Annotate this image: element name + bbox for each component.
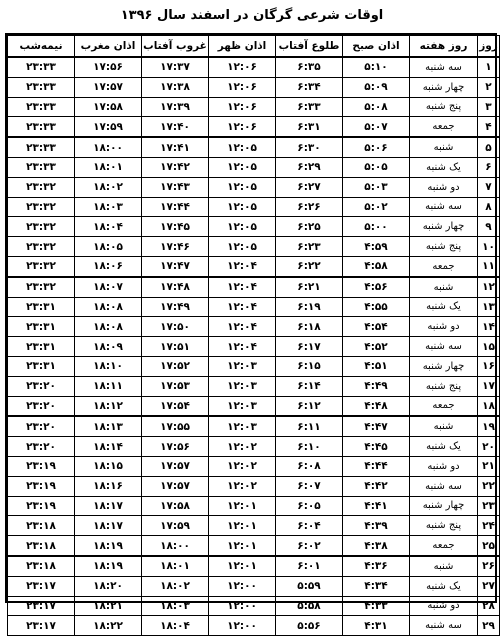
dhuhr-cell: ۱۲:۰۰ (209, 616, 276, 636)
fajr-cell: ۴:۵۵ (343, 297, 410, 317)
sunrise-cell: ۶:۲۷ (276, 177, 343, 197)
fajr-cell: ۵:۰۰ (343, 217, 410, 237)
fajr-cell: ۵:۰۵ (343, 157, 410, 177)
maghrib-cell: ۱۸:۱۵ (75, 456, 142, 476)
day-number-cell: ۱۷ (478, 376, 500, 396)
table-row (8, 556, 500, 576)
table-row (8, 217, 500, 237)
maghrib-cell: ۱۸:۰۶ (75, 256, 142, 276)
table-row (8, 317, 500, 337)
day-number-cell: ۲۸ (478, 596, 500, 616)
sunset-cell: ۱۷:۵۷ (142, 456, 209, 476)
day-number-cell: ۲۷ (478, 576, 500, 596)
sunrise-cell: ۶:۰۷ (276, 476, 343, 496)
midnight-cell: ۲۳:۱۸ (8, 536, 75, 556)
table-row (8, 157, 500, 177)
dhuhr-cell: ۱۲:۰۴ (209, 337, 276, 357)
midnight-cell: ۲۳:۳۱ (8, 337, 75, 357)
day-number-cell: ۲۲ (478, 476, 500, 496)
sunrise-cell: ۵:۵۶ (276, 616, 343, 636)
maghrib-cell: ۱۸:۲۲ (75, 616, 142, 636)
fajr-cell: ۴:۴۷ (343, 416, 410, 436)
sunset-cell: ۱۷:۳۸ (142, 77, 209, 97)
midnight-cell: ۲۳:۱۸ (8, 556, 75, 576)
midnight-cell: ۲۳:۱۹ (8, 456, 75, 476)
dhuhr-cell: ۱۲:۰۳ (209, 376, 276, 396)
sunset-cell: ۱۷:۳۹ (142, 97, 209, 117)
sunrise-cell: ۶:۳۰ (276, 137, 343, 157)
sunrise-cell: ۵:۵۸ (276, 596, 343, 616)
sunset-cell: ۱۸:۰۴ (142, 616, 209, 636)
dhuhr-cell: ۱۲:۰۵ (209, 177, 276, 197)
midnight-cell: ۲۳:۱۹ (8, 476, 75, 496)
header-weekday: روز هفته (410, 36, 478, 58)
table-row (8, 476, 500, 496)
dhuhr-cell: ۱۲:۰۴ (209, 297, 276, 317)
maghrib-cell: ۱۸:۰۸ (75, 317, 142, 337)
midnight-cell: ۲۳:۲۰ (8, 376, 75, 396)
maghrib-cell: ۱۸:۲۱ (75, 596, 142, 616)
midnight-cell: ۲۳:۳۲ (8, 277, 75, 297)
dhuhr-cell: ۱۲:۰۱ (209, 516, 276, 536)
fajr-cell: ۴:۴۱ (343, 496, 410, 516)
midnight-cell: ۲۳:۳۱ (8, 317, 75, 337)
midnight-cell: ۲۳:۳۲ (8, 177, 75, 197)
sunrise-cell: ۶:۱۰ (276, 437, 343, 457)
dhuhr-cell: ۱۲:۰۰ (209, 596, 276, 616)
fajr-cell: ۵:۰۲ (343, 197, 410, 217)
fajr-cell: ۴:۳۳ (343, 596, 410, 616)
day-number-cell: ۶ (478, 157, 500, 177)
table-row (8, 197, 500, 217)
weekday-cell: سه شنبه (410, 616, 478, 636)
dhuhr-cell: ۱۲:۰۱ (209, 536, 276, 556)
maghrib-cell: ۱۸:۰۴ (75, 217, 142, 237)
prayer-times-table (7, 35, 500, 636)
table-row (8, 596, 500, 616)
table-row (8, 256, 500, 276)
sunset-cell: ۱۷:۵۰ (142, 317, 209, 337)
day-number-cell: ۱۴ (478, 317, 500, 337)
table-row (8, 456, 500, 476)
table-row (8, 117, 500, 137)
dhuhr-cell: ۱۲:۰۵ (209, 197, 276, 217)
day-number-cell: ۲ (478, 77, 500, 97)
fajr-cell: ۴:۳۸ (343, 536, 410, 556)
sunrise-cell: ۶:۱۵ (276, 356, 343, 376)
weekday-cell: شنبه (410, 416, 478, 436)
dhuhr-cell: ۱۲:۰۶ (209, 57, 276, 77)
sunset-cell: ۱۷:۵۸ (142, 496, 209, 516)
weekday-cell: چهار شنبه (410, 217, 478, 237)
sunrise-cell: ۶:۳۱ (276, 117, 343, 137)
sunrise-cell: ۶:۲۱ (276, 277, 343, 297)
table-row (8, 376, 500, 396)
maghrib-cell: ۱۸:۱۰ (75, 356, 142, 376)
sunrise-cell: ۶:۱۸ (276, 317, 343, 337)
maghrib-cell: ۱۸:۱۴ (75, 437, 142, 457)
sunset-cell: ۱۸:۰۲ (142, 576, 209, 596)
maghrib-cell: ۱۸:۰۸ (75, 297, 142, 317)
weekday-cell: شنبه (410, 277, 478, 297)
sunset-cell: ۱۷:۵۲ (142, 356, 209, 376)
fajr-cell: ۴:۵۸ (343, 256, 410, 276)
fajr-cell: ۴:۴۸ (343, 396, 410, 416)
sunset-cell: ۱۷:۴۲ (142, 157, 209, 177)
table-row (8, 437, 500, 457)
maghrib-cell: ۱۸:۱۹ (75, 556, 142, 576)
weekday-cell: جمعه (410, 256, 478, 276)
weekday-cell: یک شنبه (410, 157, 478, 177)
day-number-cell: ۵ (478, 137, 500, 157)
table-row (8, 337, 500, 357)
day-number-cell: ۴ (478, 117, 500, 137)
fajr-cell: ۴:۵۲ (343, 337, 410, 357)
midnight-cell: ۲۳:۳۱ (8, 356, 75, 376)
midnight-cell: ۲۳:۲۰ (8, 437, 75, 457)
fajr-cell: ۵:۰۳ (343, 177, 410, 197)
midnight-cell: ۲۳:۳۳ (8, 157, 75, 177)
day-number-cell: ۱۱ (478, 256, 500, 276)
maghrib-cell: ۱۸:۱۶ (75, 476, 142, 496)
table-row (8, 57, 500, 77)
midnight-cell: ۲۳:۳۲ (8, 256, 75, 276)
dhuhr-cell: ۱۲:۰۲ (209, 437, 276, 457)
fajr-cell: ۵:۰۹ (343, 77, 410, 97)
table-row (8, 77, 500, 97)
sunset-cell: ۱۸:۰۰ (142, 536, 209, 556)
table-row (8, 237, 500, 257)
weekday-cell: سه شنبه (410, 476, 478, 496)
header-dhuhr: اذان ظهر (209, 36, 276, 58)
sunrise-cell: ۵:۵۹ (276, 576, 343, 596)
table-row (8, 576, 500, 596)
weekday-cell: سه شنبه (410, 57, 478, 77)
maghrib-cell: ۱۸:۱۹ (75, 536, 142, 556)
maghrib-cell: ۱۸:۰۹ (75, 337, 142, 357)
dhuhr-cell: ۱۲:۰۱ (209, 496, 276, 516)
midnight-cell: ۲۳:۱۷ (8, 596, 75, 616)
midnight-cell: ۲۳:۳۳ (8, 57, 75, 77)
dhuhr-cell: ۱۲:۰۴ (209, 256, 276, 276)
header-sunrise: طلوع آفتاب (276, 36, 343, 58)
maghrib-cell: ۱۷:۵۸ (75, 97, 142, 117)
dhuhr-cell: ۱۲:۰۵ (209, 157, 276, 177)
header-row (8, 36, 500, 58)
day-number-cell: ۱۶ (478, 356, 500, 376)
dhuhr-cell: ۱۲:۰۰ (209, 576, 276, 596)
header-sunset: غروب آفتاب (142, 36, 209, 58)
maghrib-cell: ۱۸:۱۳ (75, 416, 142, 436)
table-row (8, 137, 500, 157)
day-number-cell: ۹ (478, 217, 500, 237)
sunrise-cell: ۶:۳۵ (276, 57, 343, 77)
fajr-cell: ۴:۴۲ (343, 476, 410, 496)
midnight-cell: ۲۳:۳۲ (8, 197, 75, 217)
day-number-cell: ۱۹ (478, 416, 500, 436)
fajr-cell: ۴:۳۱ (343, 616, 410, 636)
sunset-cell: ۱۸:۰۳ (142, 596, 209, 616)
maghrib-cell: ۱۸:۱۷ (75, 516, 142, 536)
fajr-cell: ۴:۳۴ (343, 576, 410, 596)
sunset-cell: ۱۷:۴۷ (142, 256, 209, 276)
sunrise-cell: ۶:۳۳ (276, 97, 343, 117)
table-row (8, 277, 500, 297)
day-number-cell: ۱۰ (478, 237, 500, 257)
fajr-cell: ۴:۵۴ (343, 317, 410, 337)
table-row (8, 616, 500, 636)
table-row (8, 536, 500, 556)
dhuhr-cell: ۱۲:۰۴ (209, 317, 276, 337)
table-row (8, 416, 500, 436)
dhuhr-cell: ۱۲:۰۵ (209, 137, 276, 157)
fajr-cell: ۵:۰۶ (343, 137, 410, 157)
day-number-cell: ۱۳ (478, 297, 500, 317)
dhuhr-cell: ۱۲:۰۶ (209, 117, 276, 137)
maghrib-cell: ۱۸:۱۲ (75, 396, 142, 416)
fajr-cell: ۴:۳۹ (343, 516, 410, 536)
weekday-cell: سه شنبه (410, 337, 478, 357)
weekday-cell: چهار شنبه (410, 77, 478, 97)
sunset-cell: ۱۷:۴۳ (142, 177, 209, 197)
sunrise-cell: ۶:۰۸ (276, 456, 343, 476)
dhuhr-cell: ۱۲:۰۳ (209, 416, 276, 436)
midnight-cell: ۲۳:۳۳ (8, 137, 75, 157)
midnight-cell: ۲۳:۲۰ (8, 396, 75, 416)
fajr-cell: ۴:۴۴ (343, 456, 410, 476)
fajr-cell: ۴:۴۹ (343, 376, 410, 396)
midnight-cell: ۲۳:۲۰ (8, 416, 75, 436)
sunrise-cell: ۶:۱۱ (276, 416, 343, 436)
sunrise-cell: ۶:۰۱ (276, 556, 343, 576)
day-number-cell: ۱۵ (478, 337, 500, 357)
sunrise-cell: ۶:۰۵ (276, 496, 343, 516)
weekday-cell: جمعه (410, 117, 478, 137)
day-number-cell: ۸ (478, 197, 500, 217)
maghrib-cell: ۱۷:۵۶ (75, 57, 142, 77)
maghrib-cell: ۱۸:۱۱ (75, 376, 142, 396)
table-row (8, 396, 500, 416)
sunrise-cell: ۶:۱۷ (276, 337, 343, 357)
table-row (8, 516, 500, 536)
fajr-cell: ۴:۵۶ (343, 277, 410, 297)
prayer-times-table-container (5, 33, 498, 632)
day-number-cell: ۷ (478, 177, 500, 197)
dhuhr-cell: ۱۲:۰۲ (209, 456, 276, 476)
sunset-cell: ۱۷:۴۱ (142, 137, 209, 157)
sunrise-cell: ۶:۱۴ (276, 376, 343, 396)
dhuhr-cell: ۱۲:۰۳ (209, 356, 276, 376)
sunset-cell: ۱۷:۴۶ (142, 237, 209, 257)
table-row (8, 177, 500, 197)
weekday-cell: دو شنبه (410, 317, 478, 337)
sunset-cell: ۱۷:۵۴ (142, 396, 209, 416)
midnight-cell: ۲۳:۳۳ (8, 97, 75, 117)
page-title: اوقات شرعی گرگان در اسفند سال ۱۳۹۶ (120, 8, 384, 23)
sunrise-cell: ۶:۱۲ (276, 396, 343, 416)
day-number-cell: ۲۶ (478, 556, 500, 576)
day-number-cell: ۲۴ (478, 516, 500, 536)
sunrise-cell: ۶:۲۵ (276, 217, 343, 237)
fajr-cell: ۵:۰۸ (343, 97, 410, 117)
table-row (8, 297, 500, 317)
table-row (8, 97, 500, 117)
sunset-cell: ۱۷:۵۶ (142, 437, 209, 457)
day-number-cell: ۲۳ (478, 496, 500, 516)
day-number-cell: ۱ (478, 57, 500, 77)
maghrib-cell: ۱۸:۰۲ (75, 177, 142, 197)
maghrib-cell: ۱۸:۰۱ (75, 157, 142, 177)
weekday-cell: یک شنبه (410, 437, 478, 457)
header-fajr: اذان صبح (343, 36, 410, 58)
day-number-cell: ۱۸ (478, 396, 500, 416)
table-body (8, 57, 500, 636)
fajr-cell: ۴:۴۵ (343, 437, 410, 457)
midnight-cell: ۲۳:۳۲ (8, 237, 75, 257)
sunset-cell: ۱۷:۵۵ (142, 416, 209, 436)
header-maghrib: اذان مغرب (75, 36, 142, 58)
sunset-cell: ۱۷:۴۰ (142, 117, 209, 137)
weekday-cell: پنج شنبه (410, 516, 478, 536)
fajr-cell: ۵:۰۷ (343, 117, 410, 137)
maghrib-cell: ۱۸:۰۵ (75, 237, 142, 257)
header-day-number: روز (478, 36, 500, 58)
sunset-cell: ۱۸:۰۱ (142, 556, 209, 576)
weekday-cell: چهار شنبه (410, 496, 478, 516)
midnight-cell: ۲۳:۱۸ (8, 516, 75, 536)
dhuhr-cell: ۱۲:۰۶ (209, 97, 276, 117)
sunrise-cell: ۶:۲۶ (276, 197, 343, 217)
midnight-cell: ۲۳:۳۱ (8, 297, 75, 317)
weekday-cell: پنج شنبه (410, 237, 478, 257)
dhuhr-cell: ۱۲:۰۳ (209, 396, 276, 416)
dhuhr-cell: ۱۲:۰۵ (209, 237, 276, 257)
day-number-cell: ۲۵ (478, 536, 500, 556)
sunrise-cell: ۶:۰۴ (276, 516, 343, 536)
fajr-cell: ۵:۱۰ (343, 57, 410, 77)
maghrib-cell: ۱۷:۵۷ (75, 77, 142, 97)
maghrib-cell: ۱۸:۰۰ (75, 137, 142, 157)
maghrib-cell: ۱۷:۵۹ (75, 117, 142, 137)
day-number-cell: ۲۱ (478, 456, 500, 476)
table-row (8, 356, 500, 376)
sunset-cell: ۱۷:۴۹ (142, 297, 209, 317)
maghrib-cell: ۱۸:۰۳ (75, 197, 142, 217)
weekday-cell: شنبه (410, 137, 478, 157)
sunrise-cell: ۶:۲۳ (276, 237, 343, 257)
sunrise-cell: ۶:۳۴ (276, 77, 343, 97)
sunrise-cell: ۶:۲۲ (276, 256, 343, 276)
midnight-cell: ۲۳:۳۲ (8, 217, 75, 237)
dhuhr-cell: ۱۲:۰۶ (209, 77, 276, 97)
weekday-cell: دو شنبه (410, 596, 478, 616)
maghrib-cell: ۱۸:۱۷ (75, 496, 142, 516)
midnight-cell: ۲۳:۱۷ (8, 576, 75, 596)
weekday-cell: جمعه (410, 536, 478, 556)
dhuhr-cell: ۱۲:۰۴ (209, 277, 276, 297)
day-number-cell: ۳ (478, 97, 500, 117)
sunset-cell: ۱۷:۴۵ (142, 217, 209, 237)
sunset-cell: ۱۷:۵۱ (142, 337, 209, 357)
dhuhr-cell: ۱۲:۰۲ (209, 476, 276, 496)
dhuhr-cell: ۱۲:۰۵ (209, 217, 276, 237)
weekday-cell: جمعه (410, 396, 478, 416)
header-midnight: نیمه‌شب (8, 36, 75, 58)
sunset-cell: ۱۷:۵۹ (142, 516, 209, 536)
day-number-cell: ۱۲ (478, 277, 500, 297)
weekday-cell: شنبه (410, 556, 478, 576)
sunrise-cell: ۶:۱۹ (276, 297, 343, 317)
weekday-cell: پنج شنبه (410, 376, 478, 396)
sunset-cell: ۱۷:۵۷ (142, 476, 209, 496)
sunset-cell: ۱۷:۴۴ (142, 197, 209, 217)
maghrib-cell: ۱۸:۰۷ (75, 277, 142, 297)
day-number-cell: ۲۰ (478, 437, 500, 457)
sunrise-cell: ۶:۲۹ (276, 157, 343, 177)
sunset-cell: ۱۷:۵۳ (142, 376, 209, 396)
midnight-cell: ۲۳:۳۳ (8, 117, 75, 137)
day-number-cell: ۲۹ (478, 616, 500, 636)
dhuhr-cell: ۱۲:۰۱ (209, 556, 276, 576)
fajr-cell: ۴:۳۶ (343, 556, 410, 576)
midnight-cell: ۲۳:۱۷ (8, 616, 75, 636)
sunset-cell: ۱۷:۴۸ (142, 277, 209, 297)
weekday-cell: یک شنبه (410, 576, 478, 596)
weekday-cell: سه شنبه (410, 197, 478, 217)
midnight-cell: ۲۳:۱۹ (8, 496, 75, 516)
weekday-cell: چهار شنبه (410, 356, 478, 376)
sunrise-cell: ۶:۰۲ (276, 536, 343, 556)
weekday-cell: دو شنبه (410, 177, 478, 197)
weekday-cell: پنج شنبه (410, 97, 478, 117)
fajr-cell: ۴:۵۹ (343, 237, 410, 257)
fajr-cell: ۴:۵۱ (343, 356, 410, 376)
weekday-cell: یک شنبه (410, 297, 478, 317)
maghrib-cell: ۱۸:۲۰ (75, 576, 142, 596)
table-row (8, 496, 500, 516)
sunset-cell: ۱۷:۳۷ (142, 57, 209, 77)
midnight-cell: ۲۳:۳۳ (8, 77, 75, 97)
weekday-cell: دو شنبه (410, 456, 478, 476)
